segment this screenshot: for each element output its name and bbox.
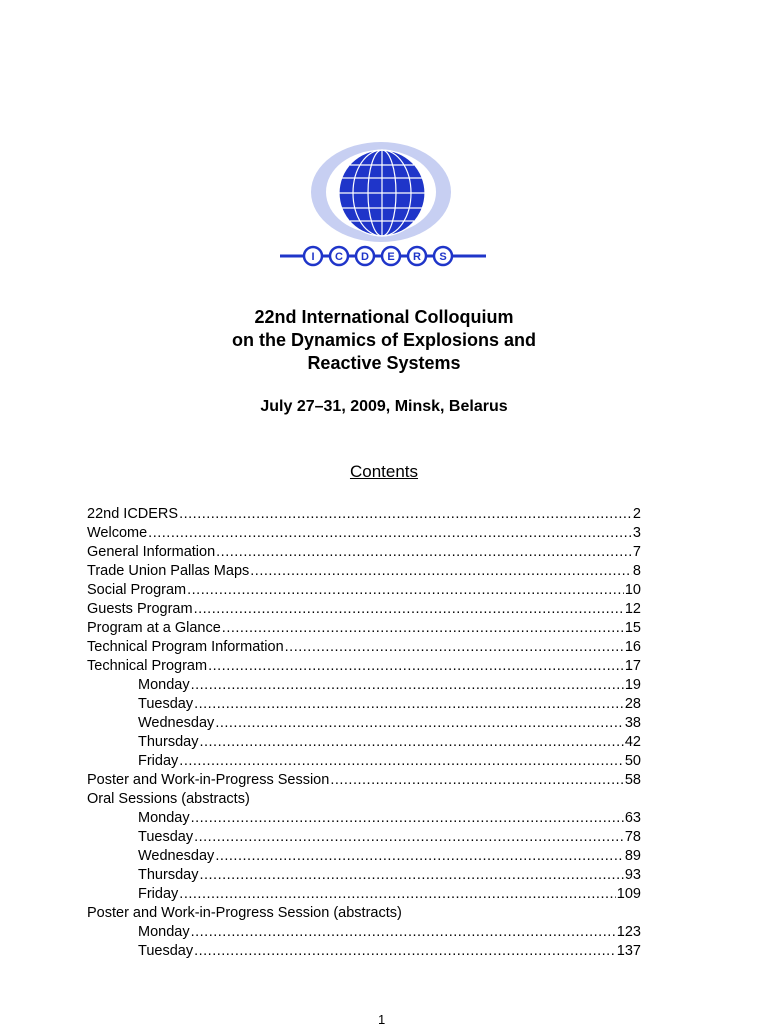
toc-entry-page: 137 bbox=[616, 943, 641, 959]
contents-heading: Contents bbox=[349, 462, 419, 481]
toc-entry bbox=[87, 505, 641, 524]
toc-leader-dots bbox=[208, 657, 624, 676]
conference-title bbox=[0, 306, 768, 375]
toc-leader-dots bbox=[191, 923, 616, 942]
toc-entry-label: Trade Union Pallas Maps bbox=[87, 563, 250, 579]
toc-entry-label: Monday bbox=[138, 677, 190, 693]
toc-entry-label: Guests Program bbox=[87, 601, 193, 617]
logo-letter: D bbox=[361, 251, 369, 263]
toc-leader-dots bbox=[215, 847, 624, 866]
toc-leader-dots bbox=[215, 714, 624, 733]
toc-entry bbox=[87, 638, 641, 657]
icders-logo bbox=[278, 140, 488, 270]
toc-leader-dots bbox=[148, 524, 632, 543]
toc-entry bbox=[87, 771, 641, 790]
toc-entry bbox=[87, 695, 641, 714]
toc-entry-page: 42 bbox=[624, 734, 641, 750]
title-line-1: 22nd International Colloquium bbox=[254, 307, 514, 327]
toc-entry-page: 15 bbox=[624, 620, 641, 636]
toc-entry-label: Technical Program bbox=[87, 658, 208, 674]
toc-leader-dots bbox=[250, 562, 632, 581]
toc-entry-page: 19 bbox=[624, 677, 641, 693]
toc-leader-dots bbox=[222, 619, 624, 638]
toc-leader-dots bbox=[194, 600, 624, 619]
toc-entry-page: 2 bbox=[632, 506, 641, 522]
toc-leader-dots bbox=[194, 828, 624, 847]
toc-entry bbox=[87, 600, 641, 619]
toc-entry bbox=[87, 847, 641, 866]
toc-entry bbox=[87, 866, 641, 885]
toc-entry-page: 63 bbox=[624, 810, 641, 826]
toc-entry-label: Monday bbox=[138, 810, 190, 826]
toc-entry-page: 12 bbox=[624, 601, 641, 617]
toc-entry-label: Thursday bbox=[138, 734, 199, 750]
toc-entry-page: 7 bbox=[632, 544, 641, 560]
toc-entry bbox=[87, 942, 641, 961]
table-of-contents bbox=[87, 505, 641, 961]
toc-entry bbox=[87, 581, 641, 600]
toc-entry bbox=[87, 562, 641, 581]
conference-dates-location: July 27–31, 2009, Minsk, Belarus bbox=[260, 398, 508, 415]
logo-letter: R bbox=[413, 251, 421, 263]
toc-entry-page: 8 bbox=[632, 563, 641, 579]
toc-entry-label: Monday bbox=[138, 924, 190, 940]
toc-leader-dots bbox=[191, 676, 624, 695]
toc-entry-label: Welcome bbox=[87, 525, 148, 541]
toc-leader-dots bbox=[179, 885, 616, 904]
toc-entry bbox=[87, 904, 641, 923]
toc-entry-page: 123 bbox=[616, 924, 641, 940]
toc-entry-label: Technical Program Information bbox=[87, 639, 284, 655]
toc-entry bbox=[87, 543, 641, 562]
toc-leader-dots bbox=[199, 866, 623, 885]
toc-entry-page: 93 bbox=[624, 867, 641, 883]
toc-entry bbox=[87, 809, 641, 828]
logo-letter: S bbox=[439, 251, 447, 263]
toc-entry-label: Tuesday bbox=[138, 696, 194, 712]
toc-entry-label: General Information bbox=[87, 544, 216, 560]
toc-entry-page: 3 bbox=[632, 525, 641, 541]
toc-leader-dots bbox=[179, 752, 624, 771]
toc-leader-dots bbox=[199, 733, 623, 752]
toc-entry-page: 10 bbox=[624, 582, 641, 598]
toc-leader-dots bbox=[194, 695, 624, 714]
globe-logo-icon bbox=[278, 140, 488, 270]
toc-entry-label: Oral Sessions (abstracts) bbox=[87, 791, 250, 807]
title-line-2: on the Dynamics of Explosions and bbox=[231, 330, 537, 350]
toc-leader-dots bbox=[285, 638, 624, 657]
toc-entry bbox=[87, 676, 641, 695]
toc-entry bbox=[87, 733, 641, 752]
toc-entry-label: Wednesday bbox=[138, 848, 215, 864]
toc-entry-label: Tuesday bbox=[138, 829, 194, 845]
toc-entry bbox=[87, 885, 641, 904]
page-number: 1 bbox=[378, 1012, 386, 1027]
toc-entry-page: 38 bbox=[624, 715, 641, 731]
toc-entry bbox=[87, 923, 641, 942]
toc-entry-label: Social Program bbox=[87, 582, 187, 598]
toc-entry-page: 109 bbox=[616, 886, 641, 902]
toc-entry-page: 17 bbox=[624, 658, 641, 674]
toc-entry-page: 28 bbox=[624, 696, 641, 712]
toc-entry-label: Poster and Work-in-Progress Session bbox=[87, 772, 330, 788]
toc-entry bbox=[87, 524, 641, 543]
toc-entry-page: 16 bbox=[624, 639, 641, 655]
toc-leader-dots bbox=[191, 809, 624, 828]
toc-entry-page: 50 bbox=[624, 753, 641, 769]
toc-entry-page: 58 bbox=[624, 772, 641, 788]
toc-entry-label: Program at a Glance bbox=[87, 620, 221, 636]
toc-entry-label: Thursday bbox=[138, 867, 199, 883]
toc-entry bbox=[87, 828, 641, 847]
toc-entry-page: 89 bbox=[624, 848, 641, 864]
toc-leader-dots bbox=[187, 581, 624, 600]
toc-leader-dots bbox=[216, 543, 632, 562]
toc-entry bbox=[87, 657, 641, 676]
toc-entry-label: Wednesday bbox=[138, 715, 215, 731]
toc-entry bbox=[87, 619, 641, 638]
toc-leader-dots bbox=[330, 771, 624, 790]
toc-leader-dots bbox=[194, 942, 616, 961]
toc-entry bbox=[87, 714, 641, 733]
toc-entry-label: Friday bbox=[138, 886, 179, 902]
title-line-3: Reactive Systems bbox=[307, 353, 461, 373]
toc-entry-page: 78 bbox=[624, 829, 641, 845]
toc-entry-label: Friday bbox=[138, 753, 179, 769]
toc-entry bbox=[87, 790, 641, 809]
toc-entry-label: Tuesday bbox=[138, 943, 194, 959]
logo-letter: E bbox=[387, 251, 395, 263]
toc-entry-label: Poster and Work-in-Progress Session (abstracts) bbox=[87, 905, 402, 921]
logo-letter: I bbox=[311, 251, 315, 263]
toc-leader-dots bbox=[179, 505, 632, 524]
logo-letter: C bbox=[335, 251, 343, 263]
toc-entry-label: 22nd ICDERS bbox=[87, 506, 179, 522]
toc-entry bbox=[87, 752, 641, 771]
